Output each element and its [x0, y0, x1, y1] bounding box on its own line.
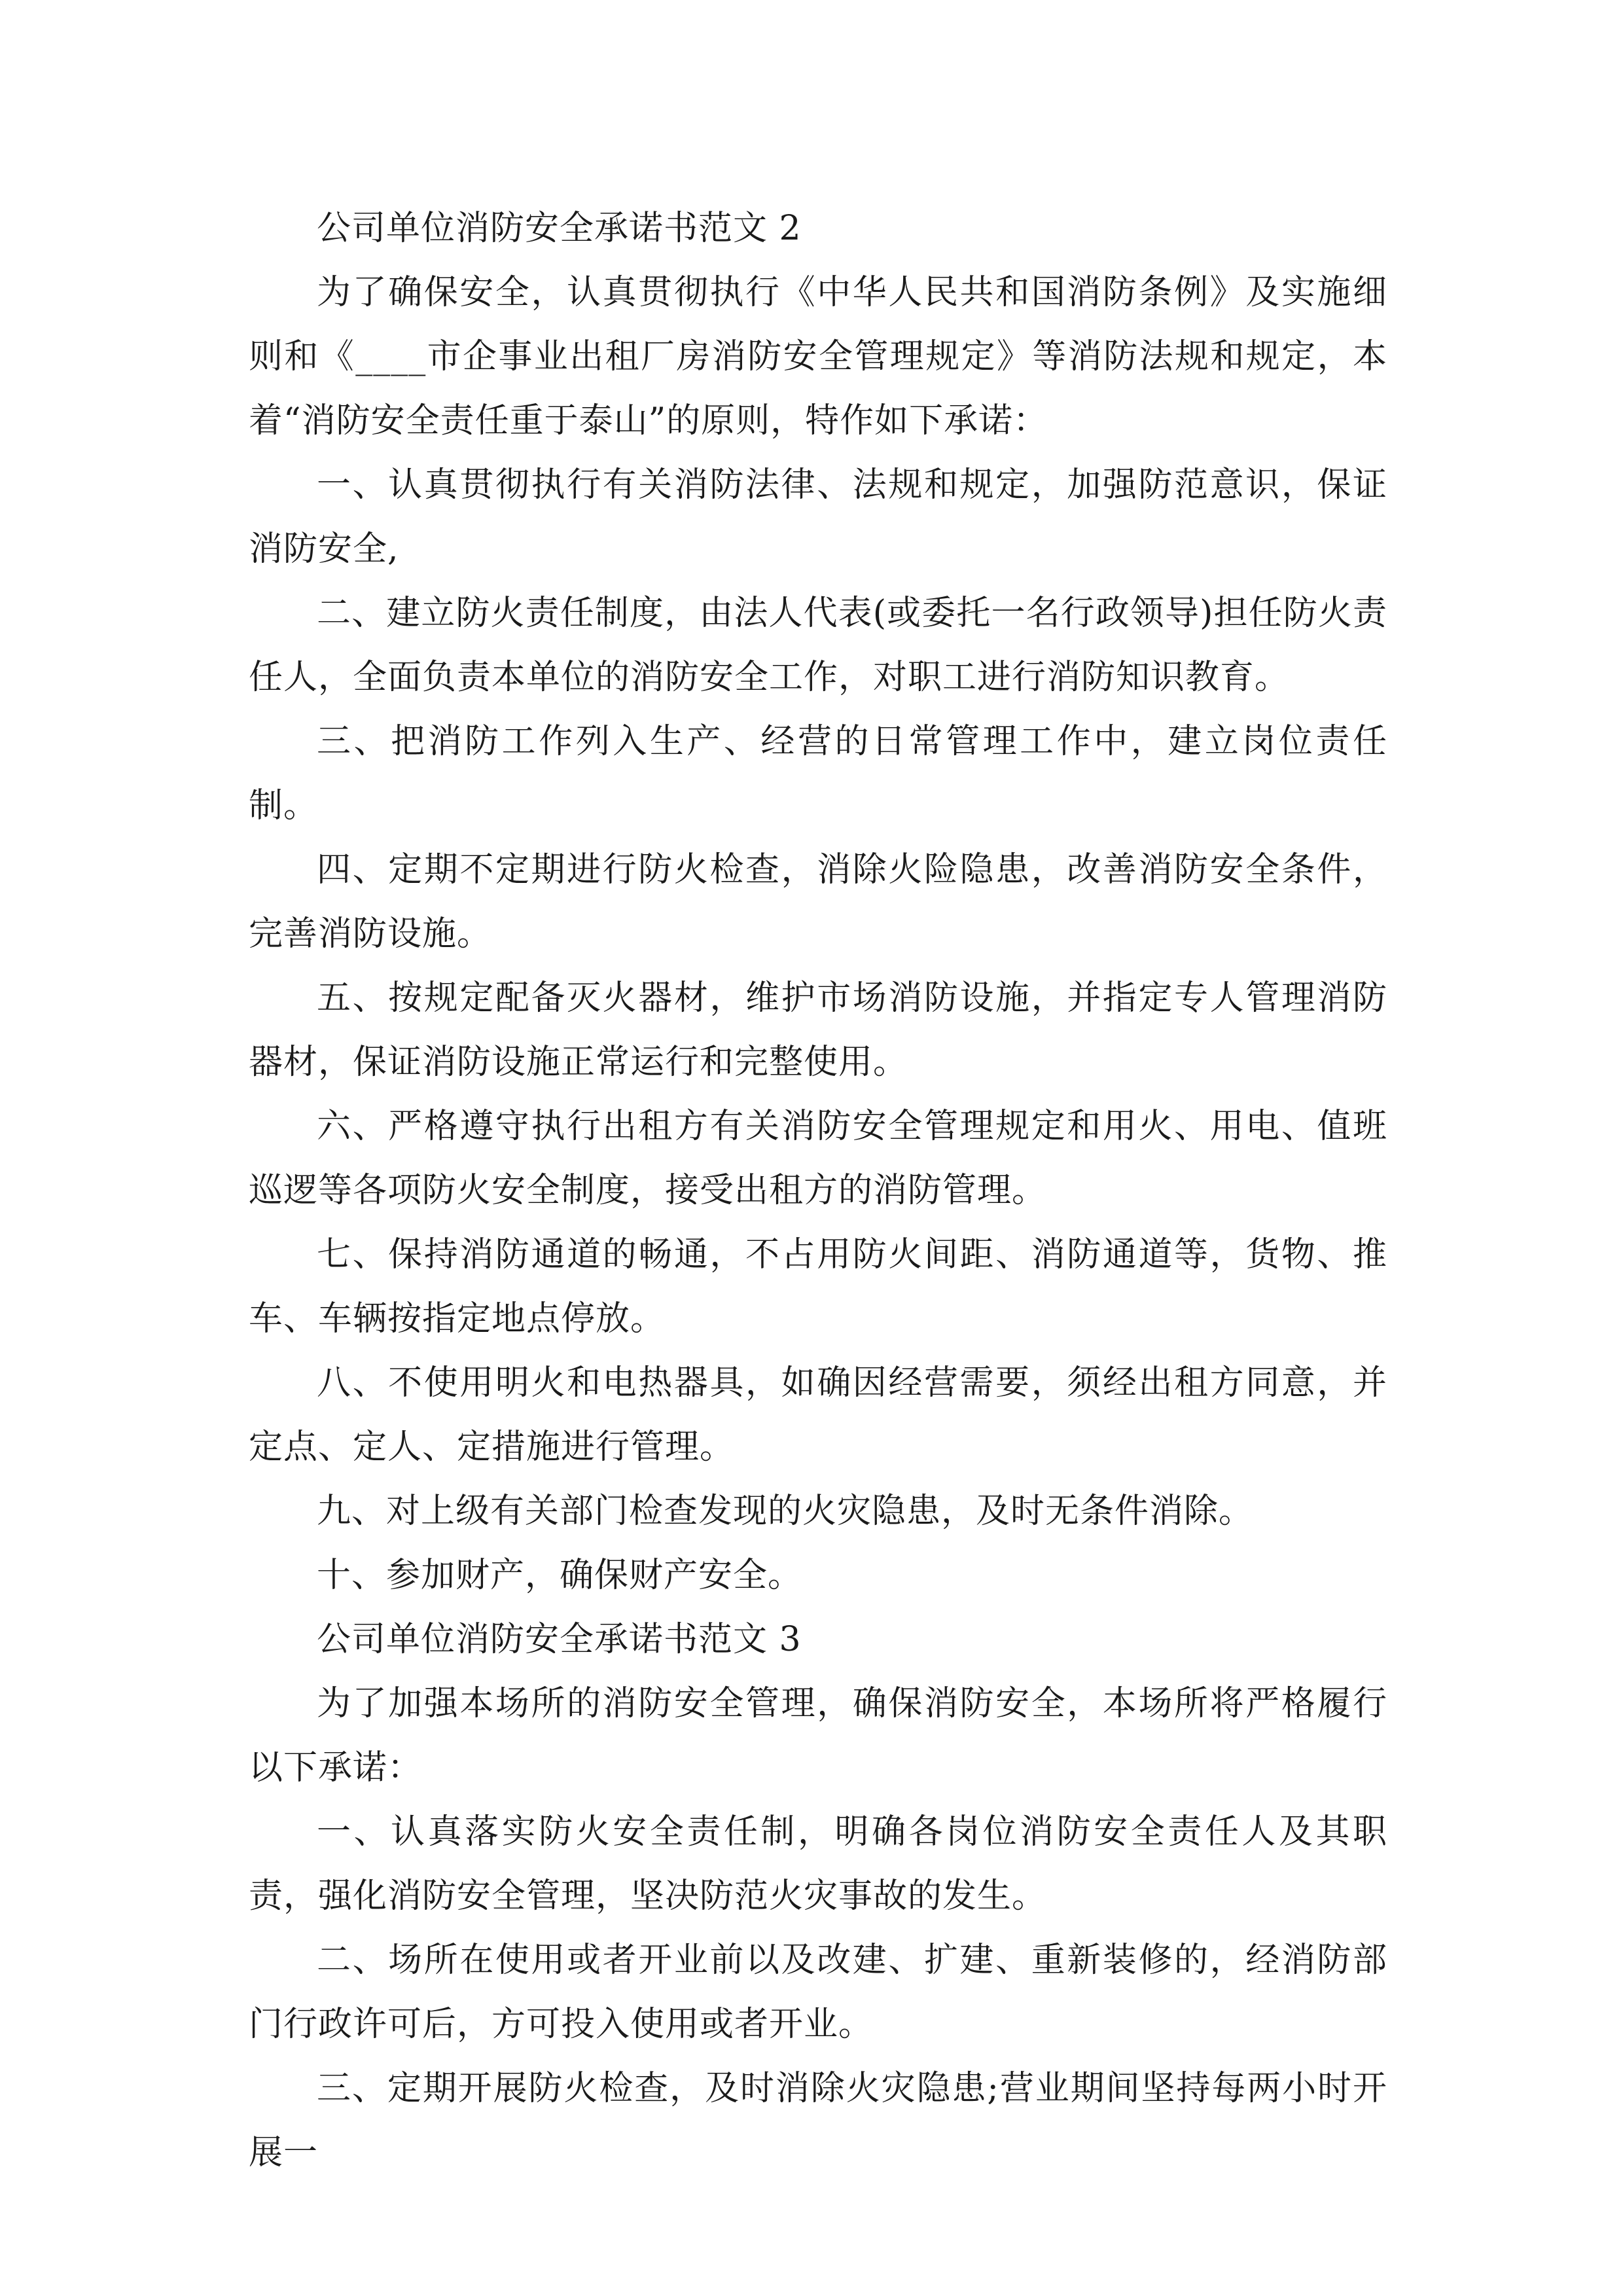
- paragraph: 十、参加财产，确保财产安全。: [317, 1556, 803, 1595]
- paragraph: 为了确保安全，认真贯彻执行《中华人民共和国消防条例》及实施细则和《____市企事业出租厂房消防安全管理规定》等消防法规和规定，本着“消防安全责任重于泰山”的原则，特作如下承诺：: [249, 273, 1387, 440]
- paragraph: 二、场所在使用或者开业前以及改建、扩建、重新装修的，经消防部门行政许可后，方可投入使用或者开业。: [249, 1941, 1387, 2044]
- paragraph: 一、认真贯彻执行有关消防法律、法规和规定，加强防范意识，保证消防安全,: [249, 465, 1387, 569]
- paragraph: 为了加强本场所的消防安全管理，确保消防安全，本场所将严格履行以下承诺：: [249, 1684, 1387, 1787]
- paragraph: 六、严格遵守执行出租方有关消防安全管理规定和用火、用电、值班巡逻等各项防火安全制度，接受出租方的消防管理。: [249, 1107, 1387, 1210]
- paragraph: 七、保持消防通道的畅通，不占用防火间距、消防通道等，货物、推车、车辆按指定地点停放。: [249, 1235, 1387, 1338]
- paragraph: 九、对上级有关部门检查发现的火灾隐患，及时无条件消除。: [317, 1492, 1254, 1531]
- paragraph: 三、定期开展防火检查，及时消除火灾隐患;营业期间坚持每两小时开展一: [249, 2069, 1387, 2172]
- paragraph: 五、按规定配备灭火器材，维护市场消防设施，并指定专人管理消防器材，保证消防设施正常运行和完整使用。: [249, 978, 1387, 1082]
- paragraph: 一、认真落实防火安全责任制，明确各岗位消防安全责任人及其职责，强化消防安全管理，坚决防范火灾事故的发生。: [249, 1812, 1387, 1916]
- paragraph: 三、把消防工作列入生产、经营的日常管理工作中，建立岗位责任制。: [249, 722, 1387, 825]
- paragraph: 四、定期不定期进行防火检查，消除火险隐患，改善消防安全条件，完善消防设施。: [249, 850, 1387, 954]
- document-page: [249, 196, 1387, 2185]
- section-title: 公司单位消防安全承诺书范文 2: [317, 209, 802, 248]
- paragraph: 二、建立防火责任制度，由法人代表(或委托一名行政领导)担任防火责任人，全面负责本单位的消防安全工作，对职工进行消防知识教育。: [249, 594, 1387, 697]
- section-title: 公司单位消防安全承诺书范文 3: [317, 1620, 802, 1659]
- paragraph: 八、不使用明火和电热器具，如确因经营需要，须经出租方同意，并定点、定人、定措施进行管理。: [249, 1363, 1387, 1467]
